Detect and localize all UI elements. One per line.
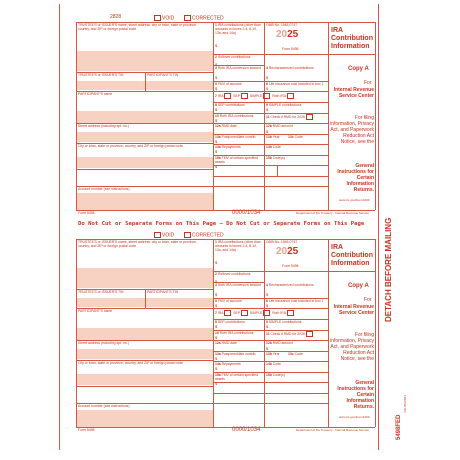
participant-tin-label: PARTICIPANT'S TIN bbox=[147, 73, 179, 77]
form-5498-top: 2828 VOID CORRECTED TRUSTEE'S or ISSUER'S name, street address, city or town, state or province, country, and ZIP or foreign postal code TRUSTEE'S or ISSUER'S TIN PARTICIPANT'S TIN PARTICIPANT'S name Street address (including apt. no.) City or town, state or province, country, and ZIP or foreign postal code Account number (see instructions) 1 IRA contributions (other than amounts in boxes 2-4, 8-10, 13a, and 14a) $ 2 Rollover contributions $ 3 Roth IRA conversion amount $ 4 Recharacterized contributions $ 5 FMV of account $ 6 Life insurance cost included in box 1 $ 7 IRA SEP SIMPLE Roth IRA 8 SEP contributions $ 9 SIMPLE contributions $ 10 Roth IRA contributions $ 11 Check if RMD for 2026 12a RMD date 12b RMD amount $ 13a Postponed/late contrib. $ 13b Year 13c Code 14a Repayments $ 14b Code 15a FMV of certain specified assets $ 15b Code(s) OMB No. 1545-0747 2025 Form 5498 IRA Contribution Information Copy A For Internal Revenue Service Center For filing information, Privacy Act, and Paperwork Reduction Act Notice, see the General Instructions for Certain Information Returns. www.irs.gov/Form1099 Form 5498 0000/1034 Department of the Treasury - Internal Revenue Service bbox=[78, 14, 374, 216]
box6-label: 6 Life insurance cost included in box 1 bbox=[266, 82, 324, 86]
title-line3-2: Information bbox=[331, 260, 370, 267]
box13b-label-2: 13b Year bbox=[266, 352, 280, 356]
box12a-label-2: 12a RMD date bbox=[215, 341, 237, 345]
form-label-2: Form 5498 bbox=[282, 264, 299, 268]
trustee-name-label-2: TRUSTEE'S or ISSUER'S name, street address, city or town, state or province, country, and ZIP or foreign postal code bbox=[78, 240, 197, 248]
box6-label-2: 6 Life insurance cost included in box 1 bbox=[266, 299, 324, 303]
box13b-label: 13b Year bbox=[266, 135, 280, 139]
box9-label-2: 9 SIMPLE contributions bbox=[266, 320, 302, 324]
footer-form-2: Form 5498 bbox=[78, 428, 95, 432]
title-line1-2: IRA bbox=[331, 244, 344, 251]
street-label-2: Street address (including apt. no.) bbox=[78, 341, 129, 345]
trustee-tin-label: TRUSTEE'S or ISSUER'S TIN bbox=[78, 73, 124, 77]
filing-text: For filing information, Privacy Act, and Paperwork Reduction Act Notice, see the bbox=[330, 115, 374, 145]
form-label: Form 5498 bbox=[282, 47, 299, 51]
account-shade bbox=[77, 193, 213, 210]
street-shade bbox=[77, 132, 213, 142]
box3-label-2: 3 Roth IRA conversion amount bbox=[215, 283, 262, 287]
street-label: Street address (including apt. no.) bbox=[78, 124, 129, 128]
detach-text: DETACH BEFORE MAILING bbox=[384, 217, 393, 322]
footer-code: 0000/1034 bbox=[232, 210, 261, 216]
box14b-label: 14b Code bbox=[266, 145, 281, 149]
trustee-name-label: TRUSTEE'S or ISSUER'S name, street address, city or town, state or province, country, and ZIP or foreign postal code bbox=[78, 23, 197, 31]
participant-tin-label-2: PARTICIPANT'S TIN bbox=[147, 290, 179, 294]
tax-year: 2025 bbox=[276, 29, 299, 40]
box5-label: 5 FMV of account bbox=[215, 82, 242, 86]
city-label-2: City or town, state or province, country, and ZIP or foreign postal code bbox=[78, 361, 183, 365]
irs-url: www.irs.gov/Form1099 bbox=[339, 198, 370, 202]
void-checkbox-2[interactable]: VOID bbox=[154, 232, 174, 238]
box13c-label: 13c Code bbox=[288, 135, 303, 139]
cut-line: Do Not Cut or Separate Forms on This Page — Do Not Cut or Separate Forms on This Page bbox=[78, 221, 365, 227]
box11-label-2[interactable]: 11 Check if RMD for 2026 bbox=[266, 331, 314, 337]
side-code: 5498FED bbox=[396, 414, 402, 440]
tax-year-2: 2025 bbox=[276, 246, 299, 257]
copy-a-2: Copy A bbox=[348, 283, 369, 289]
box8-label-2: 8 SEP contributions bbox=[215, 320, 245, 324]
filing-text-2: For filing information, Privacy Act, and Paperwork Reduction Act Notice, see the bbox=[330, 332, 374, 362]
title-line2: Contribution bbox=[331, 35, 373, 42]
box15a-label-2: 15a FMV of certain specified assets bbox=[215, 373, 258, 381]
copy-a: Copy A bbox=[348, 66, 369, 72]
box5-label-2: 5 FMV of account bbox=[215, 299, 242, 303]
box2-label-2: 2 Rollover contributions bbox=[215, 272, 251, 276]
box1-label: 1 IRA contributions (other than amounts in boxes 2-4, 8-10, 13a, and 14a) bbox=[215, 23, 261, 35]
box2-label: 2 Rollover contributions bbox=[215, 55, 251, 59]
box12b-label: 12b RMD amount bbox=[266, 124, 293, 128]
box13c-label-2: 13c Code bbox=[288, 352, 303, 356]
corrected-checkbox-2[interactable]: CORRECTED bbox=[184, 232, 224, 238]
for-text: For bbox=[364, 80, 372, 86]
trustee-tin-label-2: TRUSTEE'S or ISSUER'S TIN bbox=[78, 290, 124, 294]
box12a-label: 12a RMD date bbox=[215, 124, 237, 128]
box10-label-2: 10 Roth IRA contributions bbox=[215, 331, 254, 335]
box13a-label: 13a Postponed/late contrib. bbox=[215, 135, 257, 139]
account-label: Account number (see instructions) bbox=[78, 187, 130, 191]
participant-name-label-2: PARTICIPANT'S name bbox=[78, 309, 113, 313]
footer-dept-2: Department of the Treasury - Internal Revenue Service bbox=[296, 428, 369, 432]
irs-url-2: www.irs.gov/Form1099 bbox=[339, 415, 370, 419]
box15b-label-2: 15b Code(s) bbox=[266, 373, 285, 377]
box4-label: 4 Recharacterized contributions bbox=[266, 66, 314, 70]
box13a-label-2: 13a Postponed/late contrib. bbox=[215, 352, 257, 356]
box12b-label-2: 12b RMD amount bbox=[266, 341, 293, 345]
irs-center: Internal Revenue Service Center bbox=[333, 87, 374, 99]
page-left-rule bbox=[59, 4, 60, 450]
box7-options[interactable]: 7 IRA SEP SIMPLE Roth IRA bbox=[215, 93, 295, 99]
trustee-name-shade bbox=[77, 51, 213, 71]
box14a-label: 14a Repayments bbox=[215, 145, 241, 149]
box15a-label: 15a FMV of certain specified assets bbox=[215, 156, 258, 164]
box11-label[interactable]: 11 Check if RMD for 2026 bbox=[266, 114, 314, 120]
box8-label: 8 SEP contributions bbox=[215, 103, 245, 107]
irs-center-2: Internal Revenue Service Center bbox=[333, 304, 374, 316]
account-label-2: Account number (see instructions) bbox=[78, 404, 130, 408]
box3-label: 3 Roth IRA conversion amount bbox=[215, 66, 262, 70]
footer-form: Form 5498 bbox=[78, 211, 95, 215]
box7-options-2[interactable]: 7 IRA SEP SIMPLE Roth IRA bbox=[215, 310, 295, 316]
page-right-rule bbox=[378, 4, 379, 450]
title-line3: Information bbox=[331, 43, 370, 50]
omb-number-2: OMB No. 1545-0747 bbox=[266, 240, 298, 244]
box14a-label-2: 14a Repayments bbox=[215, 362, 241, 366]
box4-label-2: 4 Recharacterized contributions bbox=[266, 283, 314, 287]
city-shade bbox=[77, 157, 213, 168]
box15b-label: 15b Code(s) bbox=[266, 156, 285, 160]
form-5498-bottom: VOID CORRECTED TRUSTEE'S or ISSUER'S name, street address, city or town, state or province, country, and ZIP or foreign postal code TRUSTEE'S or ISSUER'S TIN PARTICIPANT'S TIN PARTICIPANT'S name Street address (including apt. no.) City or town, state or province, country, and ZIP or foreign postal code Account number (see instructions) 1 IRA contributions (other than amounts in boxes 2-4, 8-10, 13a, and 14a) $ 2 Rollover contributions $ 3 Roth IRA conversion amount $ 4 Recharacterized contributions $ 5 FMV of account $ 6 Life insurance cost included in box 1 $ 7 IRA SEP SIMPLE Roth IRA 8 SEP contributions $ 9 SIMPLE contributions $ 10 Roth IRA contributions $ 11 Check if RMD for 2026 12a RMD date 12b RMD amount $ 13a Postponed/late contrib. $ 13b Year 13c Code 14a Repayments $ 14b Code 15a FMV of certain specified assets $ 15b Code(s) OMB No. 1545-0747 2025 Form 5498 IRA Contribution Information Copy A For Internal Revenue Service Center For filing information, Privacy Act, and Paperwork Reduction Act Notice, see the General Instructions for Certain Information Returns. www.irs.gov/Form1099 Form 5498 0000/1034 Department of the Treasury - Internal Revenue Service bbox=[78, 232, 374, 433]
title-line1: IRA bbox=[331, 27, 344, 34]
general-instructions: General Instructions for Certain Information Returns. bbox=[337, 163, 374, 193]
general-instructions-2: General Instructions for Certain Information Returns. bbox=[337, 380, 374, 410]
footer-code-2: 0000/1034 bbox=[232, 427, 261, 433]
for-text-2: For bbox=[364, 297, 372, 303]
doc-code: 2828 bbox=[110, 14, 122, 20]
box14b-label-2: 14b Code bbox=[266, 362, 281, 366]
omb-number: OMB No. 1545-0747 bbox=[266, 23, 298, 27]
box9-label: 9 SIMPLE contributions bbox=[266, 103, 302, 107]
city-label: City or town, state or province, country, and ZIP or foreign postal code bbox=[78, 144, 183, 148]
box1-label-2: 1 IRA contributions (other than amounts in boxes 2-4, 8-10, 13a, and 14a) bbox=[215, 240, 261, 252]
participant-name-label: PARTICIPANT'S name bbox=[78, 92, 113, 96]
void-checkbox[interactable]: VOID bbox=[154, 15, 174, 21]
footer-dept: Department of the Treasury - Internal Revenue Service bbox=[296, 211, 369, 215]
corrected-checkbox[interactable]: CORRECTED bbox=[184, 15, 224, 21]
side-small: VID 25A0864 bbox=[403, 395, 407, 413]
box10-label: 10 Roth IRA contributions bbox=[215, 114, 254, 118]
title-line2-2: Contribution bbox=[331, 252, 373, 259]
participant-name-shade bbox=[77, 111, 213, 123]
